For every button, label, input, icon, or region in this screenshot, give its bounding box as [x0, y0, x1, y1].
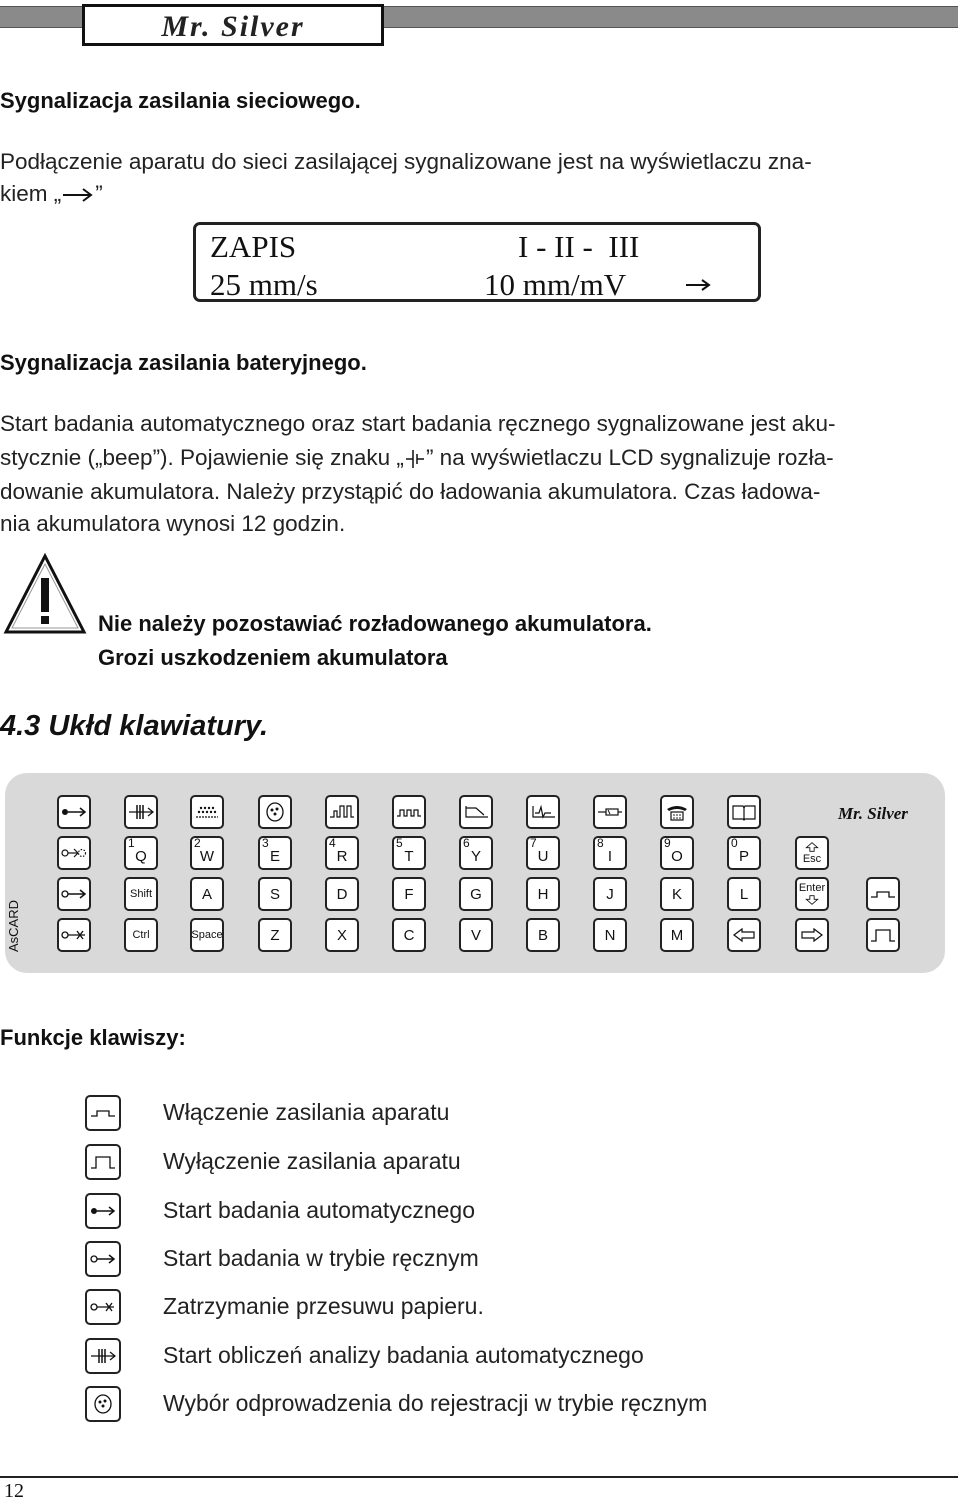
ecg-wave-icon — [529, 802, 557, 822]
analysis-key[interactable] — [124, 795, 158, 829]
fn-paper-stop-key — [85, 1289, 121, 1325]
fn-text-power-on: Włączenie zasilania aparatu — [163, 1099, 450, 1125]
key-label: Shift — [129, 888, 152, 900]
key-number: 1 — [128, 836, 135, 850]
battery-line2-a: stycznie („beep”). Pojawienie się znaku „ — [0, 445, 404, 470]
mains-text-a: kiem „ — [0, 181, 62, 206]
key-number: 3 — [262, 836, 269, 850]
enter-key[interactable] — [795, 877, 829, 911]
pulse-key[interactable] — [325, 795, 359, 829]
fn-power-off-key — [85, 1144, 121, 1180]
key-label: Y — [470, 847, 481, 865]
key-label: D — [336, 885, 348, 903]
key-label: T — [404, 847, 414, 865]
enter-label: Enter — [798, 882, 826, 894]
manual-start-key[interactable] — [57, 877, 91, 911]
key-label: A — [201, 885, 212, 903]
key-p[interactable] — [727, 836, 761, 870]
arrow-right-key[interactable] — [795, 918, 829, 952]
key-e[interactable] — [258, 836, 292, 870]
key-label: J — [606, 885, 614, 903]
key-number: 2 — [194, 836, 201, 850]
shift-key[interactable] — [124, 877, 158, 911]
fn-text-power-off: Wyłączenie zasilania aparatu — [163, 1148, 461, 1174]
lead-select-icon — [261, 802, 289, 822]
mains-arrow-icon — [684, 277, 712, 293]
key-k[interactable] — [660, 877, 694, 911]
keyboard-brand: Mr. Silver — [838, 804, 908, 823]
key-m[interactable] — [660, 918, 694, 952]
mains-text-b: ” — [95, 181, 103, 206]
battery-line4: nia akumulatora wynosi 12 godzin. — [0, 511, 346, 536]
key-j[interactable] — [593, 877, 627, 911]
key-q[interactable] — [124, 836, 158, 870]
esc-label: Esc — [802, 853, 822, 865]
arrow-down-icon — [802, 894, 822, 906]
key-o[interactable] — [660, 836, 694, 870]
lead-select-icon — [89, 1394, 117, 1414]
filter-icon — [462, 802, 490, 822]
ctrl-key[interactable] — [124, 918, 158, 952]
filter-key[interactable] — [459, 795, 493, 829]
key-label: R — [336, 847, 348, 865]
key-label: W — [199, 847, 215, 865]
probe-icon — [596, 802, 624, 822]
key-a[interactable] — [190, 877, 224, 911]
fn-text-lead-select: Wybór odprowadzenia do rejestracji w trybie ręcznym — [163, 1390, 708, 1416]
print-key[interactable] — [190, 795, 224, 829]
key-number: 6 — [463, 836, 470, 850]
phone-icon — [663, 802, 691, 822]
key-label: Space — [191, 929, 223, 941]
lcd-row1-left: ZAPIS — [210, 229, 297, 264]
key-label: Z — [270, 926, 280, 944]
key-label: L — [739, 885, 749, 903]
keyboard-section-title: 4.3 Ukłd klawiatury. — [0, 710, 269, 742]
arrow-left-key[interactable] — [727, 918, 761, 952]
key-label: X — [336, 926, 347, 944]
arrow-left-icon — [730, 925, 758, 945]
key-label: B — [537, 926, 548, 944]
key-label: C — [403, 926, 415, 944]
key-number: 4 — [329, 836, 336, 850]
battery-line1: Start badania automatycznego oraz start badania ręcznego sygnalizowane jest aku- — [0, 411, 836, 436]
analysis-icon — [89, 1346, 117, 1366]
power-on-icon — [869, 884, 897, 904]
paper-stop-key[interactable] — [57, 918, 91, 952]
key-b[interactable] — [526, 918, 560, 952]
probe-key[interactable] — [593, 795, 627, 829]
key-number: 8 — [597, 836, 604, 850]
key-number: 5 — [396, 836, 403, 850]
header-brand: Mr. Silver — [161, 10, 305, 43]
key-label: V — [470, 926, 481, 944]
key-c[interactable] — [392, 918, 426, 952]
power-on-icon — [89, 1103, 117, 1123]
auto-start-icon — [89, 1201, 117, 1221]
keyboard-side-label: AsCARD — [6, 899, 21, 952]
key-label: P — [738, 847, 749, 865]
auto-start-icon — [60, 802, 88, 822]
fn-power-on-key — [85, 1095, 121, 1131]
key-h[interactable] — [526, 877, 560, 911]
functions-title: Funkcje klawiszy: — [0, 1025, 186, 1050]
manual-start-icon — [60, 884, 88, 904]
key-label: Q — [135, 847, 147, 865]
power-on-key[interactable] — [866, 877, 900, 911]
key-label: M — [670, 926, 684, 944]
arrow-right-icon — [798, 925, 826, 945]
battery-icon — [404, 448, 426, 470]
lcd-row2-left: 25 mm/s — [210, 267, 318, 302]
key-number: 0 — [731, 836, 738, 850]
arrow-up-icon — [802, 841, 822, 853]
key-g[interactable] — [459, 877, 493, 911]
fn-text-paper-stop: Zatrzymanie przesuwu papieru. — [163, 1293, 484, 1319]
phone-key[interactable] — [660, 795, 694, 829]
fn-manual-start-key — [85, 1241, 121, 1277]
battery-line2 — [0, 442, 834, 474]
key-i[interactable] — [593, 836, 627, 870]
key-label: O — [671, 847, 683, 865]
key-label: F — [404, 885, 414, 903]
esc-key[interactable] — [795, 836, 829, 870]
fn-analysis-key — [85, 1338, 121, 1374]
fn-auto-start-key — [85, 1193, 121, 1229]
key-label: K — [671, 885, 682, 903]
key-label: E — [269, 847, 280, 865]
space-key[interactable] — [190, 918, 224, 952]
key-s[interactable] — [258, 877, 292, 911]
key-label: U — [537, 847, 549, 865]
key-z[interactable] — [258, 918, 292, 952]
lcd-row1-right: I - II - III — [518, 229, 640, 264]
ecg-key[interactable] — [526, 795, 560, 829]
auto-start-key[interactable] — [57, 795, 91, 829]
key-y[interactable] — [459, 836, 493, 870]
power-off-key[interactable] — [866, 918, 900, 952]
battery-title: Sygnalizacja zasilania bateryjnego. — [0, 350, 367, 375]
battery-line2-b: ” na wyświetlaczu LCD sygnalizuje rozła- — [425, 445, 834, 470]
dotted-print-icon — [193, 802, 221, 822]
manual-start-dashed-key[interactable] — [57, 836, 91, 870]
warning-triangle-icon — [2, 552, 88, 636]
key-w[interactable] — [190, 836, 224, 870]
lead-select-key[interactable] — [258, 795, 292, 829]
square-wave-icon — [395, 802, 423, 822]
key-u[interactable] — [526, 836, 560, 870]
key-label: G — [470, 885, 482, 903]
lcd-row2-right: 10 mm/mV — [484, 267, 627, 302]
warning-line1: Nie należy pozostawiać rozładowanego akumulatora. — [98, 611, 652, 636]
analysis-icon — [127, 802, 155, 822]
lcd-display — [193, 222, 761, 302]
arrow-icon — [61, 187, 95, 203]
key-label: S — [269, 885, 280, 903]
power-off-icon — [869, 925, 897, 945]
power-off-icon — [89, 1152, 117, 1172]
key-number: 9 — [664, 836, 671, 850]
page-number: 12 — [4, 1480, 24, 1502]
key-d[interactable] — [325, 877, 359, 911]
battery-line3: dowanie akumulatora. Należy przystąpić do ładowania akumulatora. Czas ładowa- — [0, 479, 821, 504]
mains-text-line1: Podłączenie aparatu do sieci zasilającej sygnalizowane jest na wyświetlaczu zna- — [0, 149, 812, 174]
key-label: I — [607, 847, 613, 865]
fn-text-auto-start: Start badania automatycznego — [163, 1197, 475, 1223]
manual-start-icon — [89, 1249, 117, 1269]
key-x[interactable] — [325, 918, 359, 952]
paper-stop-icon — [89, 1297, 117, 1317]
footer-rule — [0, 1476, 958, 1478]
fn-text-analysis: Start obliczeń analizy badania automatycznego — [163, 1342, 644, 1368]
key-number: 7 — [530, 836, 537, 850]
key-label: H — [537, 885, 549, 903]
key-n[interactable] — [593, 918, 627, 952]
pulse-wave-icon — [328, 802, 356, 822]
key-r[interactable] — [325, 836, 359, 870]
paper-stop-icon — [60, 925, 88, 945]
mains-text-line2 — [0, 178, 103, 210]
square-wave-key[interactable] — [392, 795, 426, 829]
fn-text-manual-start: Start badania w trybie ręcznym — [163, 1245, 479, 1271]
key-label: Ctrl — [132, 929, 150, 941]
fn-lead-select-key — [85, 1386, 121, 1422]
book-icon — [730, 802, 758, 822]
mains-title: Sygnalizacja zasilania sieciowego. — [0, 88, 361, 113]
key-l[interactable] — [727, 877, 761, 911]
manual-start-dashed-icon — [60, 843, 88, 863]
key-f[interactable] — [392, 877, 426, 911]
warning-line2: Grozi uszkodzeniem akumulatora — [98, 645, 448, 670]
key-v[interactable] — [459, 918, 493, 952]
key-t[interactable] — [392, 836, 426, 870]
key-label: N — [604, 926, 616, 944]
book-key[interactable] — [727, 795, 761, 829]
